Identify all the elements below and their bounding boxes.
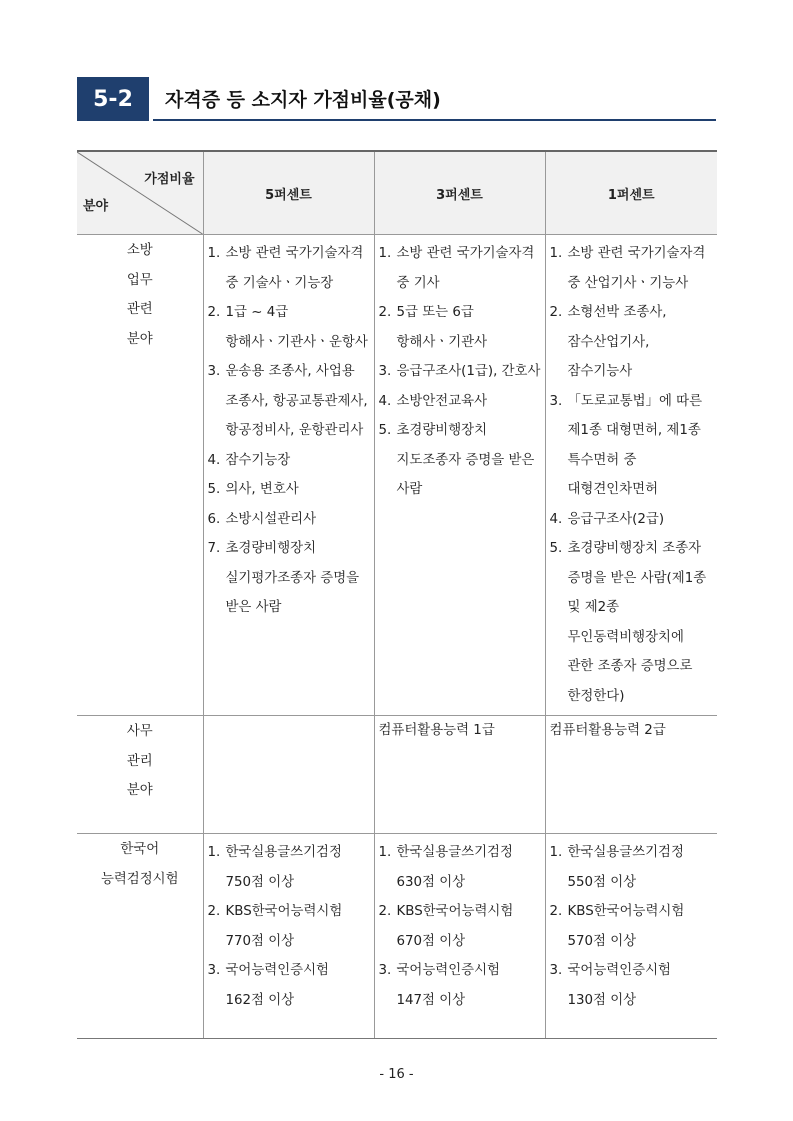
item-text: KBS한국어능력시험 570점 이상 (567, 904, 685, 949)
bonus-rate-table (77, 150, 717, 1039)
qualification-cell (374, 834, 545, 1039)
item-text: 소형선박 조종사, 잠수산업기사, 잠수기능사 (567, 305, 667, 379)
field-cell (77, 834, 203, 1039)
item-number: 5. (549, 541, 563, 556)
page-number: - 16 - (379, 1067, 414, 1082)
title-underline (153, 119, 716, 121)
field-label-line: 분야 (126, 783, 153, 798)
qualification-item (208, 505, 370, 535)
item-number: 1. (378, 246, 392, 261)
item-text: KBS한국어능력시험 670점 이상 (396, 904, 514, 949)
section-number-badge: 5-2 (77, 77, 149, 121)
qualification-cell: 컴퓨터활용능력 1급 (374, 716, 545, 834)
item-text: 초경량비행장치 조종자 증명을 받은 사람(제1종 및 제2종 무인동력비행장치에 관한 조종자 증명으로 한정한다) (567, 541, 707, 704)
field-label-line: 한국어 (120, 842, 160, 857)
qualification-item (550, 298, 714, 387)
field-label-line: 관리 (126, 753, 153, 769)
item-number: 1. (207, 246, 221, 261)
qualification-item (379, 387, 541, 417)
corner-header-cell (77, 151, 203, 235)
row-office-admin (77, 716, 717, 834)
item-text: 초경량비행장치 지도조종자 증명을 받은 사람 (396, 423, 535, 497)
field-label-line: 업무 (126, 272, 153, 288)
item-text: KBS한국어능력시험 770점 이상 (225, 904, 343, 949)
item-number: 6. (207, 511, 221, 527)
header-3-percent: 3퍼센트 (374, 151, 545, 235)
item-text: 운송용 조종사, 사업용 조종사, 항공교통관제사, 항공정비사, 운항관리사 (225, 364, 368, 438)
item-number: 4. (207, 452, 221, 468)
qualification-cell (203, 716, 374, 834)
qualification-item (208, 534, 370, 623)
qualification-cell (545, 235, 717, 716)
item-text: 국어능력인증시험 147점 이상 (396, 963, 500, 1008)
item-number: 3. (378, 364, 392, 379)
qualification-item (208, 357, 370, 446)
item-number: 3. (549, 963, 563, 978)
row-korean-proficiency (77, 834, 717, 1039)
item-number: 1. (549, 246, 563, 261)
item-text: 한국실용글쓰기검정 750점 이상 (225, 845, 342, 890)
item-text: 초경량비행장치 실기평가조종자 증명을 받은 사람 (225, 541, 360, 615)
item-text: 응급구조사(1급), 간호사 (396, 364, 541, 379)
item-number: 1. (549, 845, 563, 860)
qualification-cell: 컴퓨터활용능력 2급 (545, 716, 717, 834)
qualification-item (208, 838, 370, 897)
diagonal-line (77, 152, 203, 234)
qualification-item (550, 505, 714, 535)
header-5-percent: 5퍼센트 (203, 151, 374, 235)
item-number: 2. (378, 305, 392, 320)
item-text: 응급구조사(2급) (567, 511, 665, 527)
section-title: 자격증 등 소지자 가점비율(공채) (165, 89, 441, 111)
item-number: 3. (549, 393, 563, 409)
qualification-item (550, 387, 714, 505)
qualification-item (208, 446, 370, 476)
item-number: 7. (207, 541, 221, 556)
item-number: 2. (378, 904, 392, 919)
item-text: 소방 관련 국가기술자격 중 기술사ㆍ기능장 (225, 246, 364, 291)
item-text: 한국실용글쓰기검정 630점 이상 (396, 845, 513, 890)
row-fire-service (77, 235, 717, 716)
field-label-line: 관련 (126, 302, 153, 317)
item-number: 4. (378, 393, 392, 409)
item-text: 5급 또는 6급 항해사ㆍ기관사 (396, 305, 488, 350)
item-number: 5. (207, 482, 221, 497)
qualification-item (208, 298, 370, 357)
qualification-item (550, 838, 714, 897)
field-label-line: 소방 (126, 243, 153, 258)
header-1-percent: 1퍼센트 (545, 151, 717, 235)
field-cell (77, 235, 203, 716)
qualification-item (379, 897, 541, 956)
item-text: 한국실용글쓰기검정 550점 이상 (567, 845, 684, 890)
qualification-item (379, 298, 541, 357)
item-number: 4. (549, 511, 563, 527)
item-text: 소방 관련 국가기술자격 중 기사 (396, 246, 535, 291)
item-text: 1급 ~ 4급 항해사ㆍ기관사ㆍ운항사 (225, 305, 368, 350)
item-text: 소방 관련 국가기술자격 중 산업기사ㆍ기능사 (567, 246, 706, 291)
item-text: 잠수기능장 (225, 452, 291, 468)
corner-bottom-label: 분야 (83, 199, 109, 214)
qualification-cell (374, 235, 545, 716)
header-row (77, 151, 717, 235)
item-number: 2. (207, 904, 221, 919)
item-text: 소방안전교육사 (396, 393, 488, 409)
qualification-item (208, 897, 370, 956)
field-label-line: 분야 (126, 331, 153, 347)
item-number: 3. (207, 364, 221, 379)
qualification-item (550, 956, 714, 1015)
item-text: 국어능력인증시험 130점 이상 (567, 963, 671, 1008)
item-number: 2. (549, 904, 563, 919)
qualification-item (550, 897, 714, 956)
item-text: 국어능력인증시험 162점 이상 (225, 963, 329, 1008)
item-number: 1. (378, 845, 392, 860)
item-text: 의사, 변호사 (225, 482, 299, 497)
field-label-line: 능력검정시험 (100, 871, 179, 887)
field-cell (77, 716, 203, 834)
qualification-cell (203, 235, 374, 716)
qualification-item (208, 239, 370, 298)
item-text: 소방시설관리사 (225, 511, 317, 527)
item-number: 2. (549, 305, 563, 320)
qualification-cell (545, 834, 717, 1039)
qualification-item (208, 475, 370, 505)
qualification-item (208, 956, 370, 1015)
item-number: 2. (207, 305, 221, 320)
qualification-item (550, 239, 714, 298)
qualification-item (550, 534, 714, 711)
item-number: 5. (378, 423, 392, 438)
qualification-item (379, 838, 541, 897)
qualification-item (379, 239, 541, 298)
qualification-item (379, 956, 541, 1015)
field-label-line: 사무 (126, 724, 153, 739)
item-text: 「도로교통법」에 따른 제1종 대형면허, 제1종 특수면허 중 대형견인차면허 (567, 393, 703, 497)
corner-top-label: 가점비율 (144, 172, 195, 187)
qualification-item (379, 357, 541, 387)
qualification-cell (203, 834, 374, 1039)
item-number: 1. (207, 845, 221, 860)
item-number: 3. (207, 963, 221, 978)
item-number: 3. (378, 963, 392, 978)
qualification-item (379, 416, 541, 505)
